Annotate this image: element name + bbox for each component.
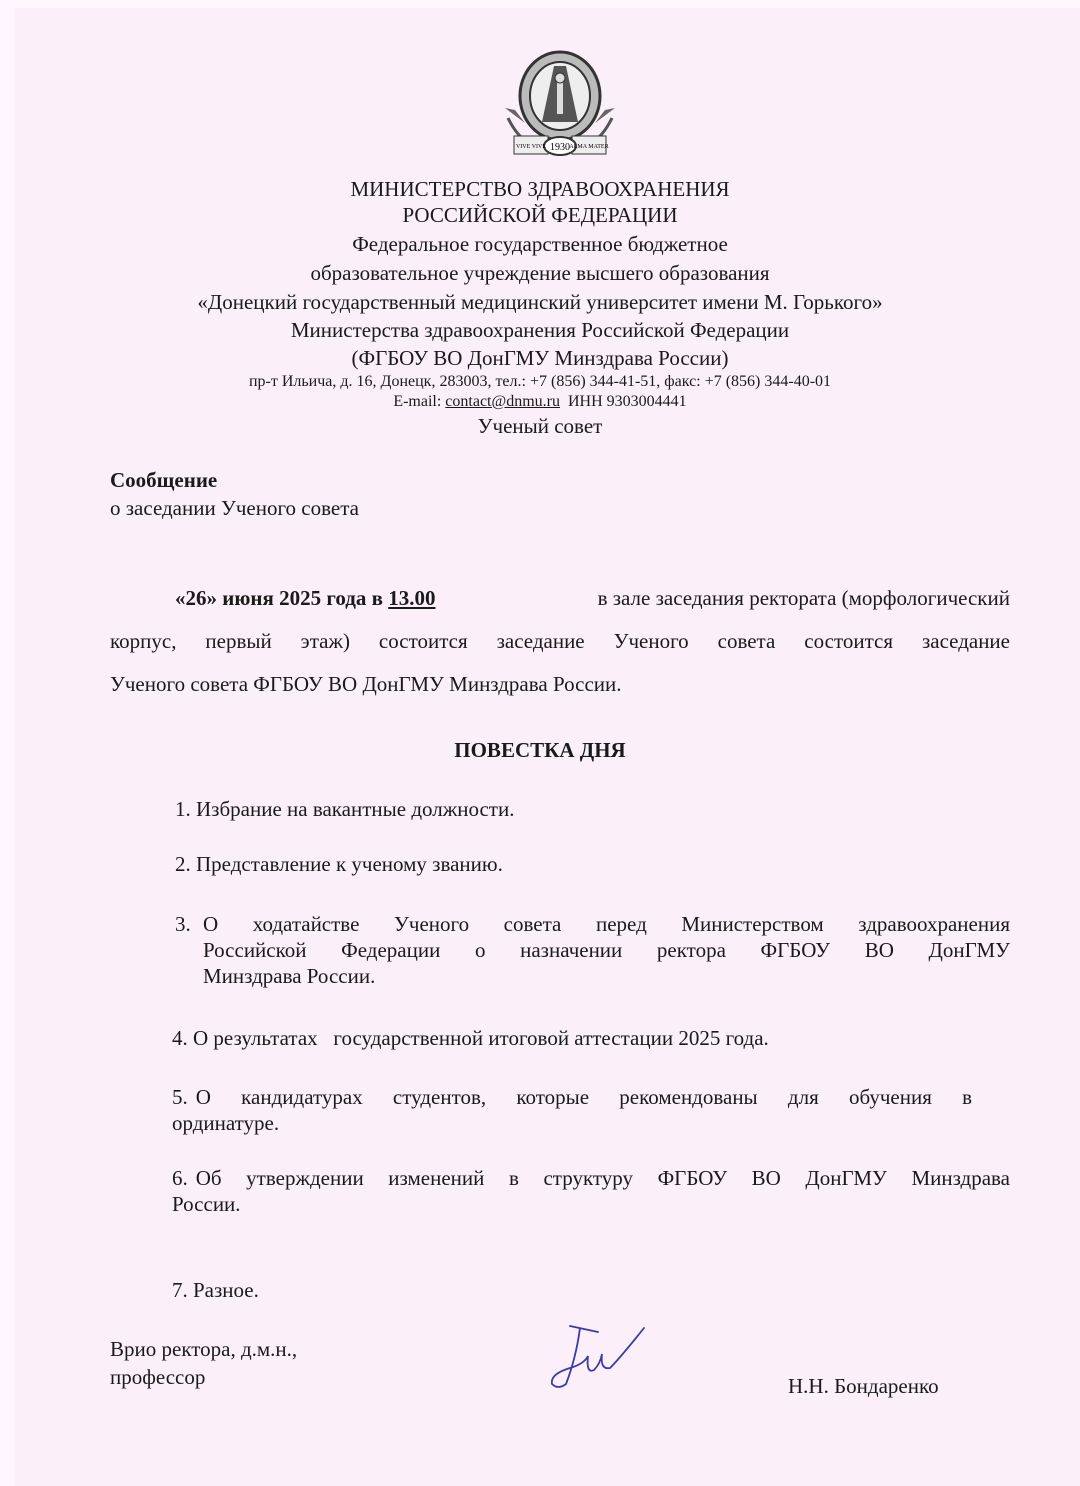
emblem-year: 1930: [550, 142, 570, 153]
university-emblem-icon: [500, 48, 620, 168]
agenda-item-4: 4. О результатах государственной итоговой аттестации 2025 года.: [172, 1026, 769, 1050]
meeting-location: в зале заседания ректората (морфологический: [597, 586, 1010, 610]
agenda-item-6: 6. Об утверждении изменений в структуру ФГБОУ ВО ДонГМУ Минздрава России.: [172, 1166, 1010, 1216]
email-link[interactable]: contact@dnmu.ru: [445, 393, 560, 410]
signatory-name: Н.Н. Бондаренко: [788, 1374, 939, 1398]
signatory-position-line-2: профессор: [110, 1365, 206, 1389]
signatory-position-line-1: Врио ректора, д.м.н.,: [110, 1337, 298, 1361]
agenda-item-1: 1. Избрание на вакантные должности.: [175, 797, 515, 821]
agenda-item-7: 7. Разное.: [172, 1278, 259, 1302]
message-subtitle: о заседании Ученого совета: [110, 496, 359, 520]
ministry-line-1: МИНИСТЕРСТВО ЗДРАВООХРАНЕНИЯ: [350, 177, 730, 201]
address-line: пр-т Ильича, д. 16, Донецк, 283003, тел.: +7 (856) 344-41-51, факс: +7 (856) 344-40-01: [248, 373, 832, 390]
university-name: «Донецкий государственный медицинский университет имени М. Горького»: [197, 290, 883, 314]
handwritten-signature-icon: [540, 1318, 660, 1398]
department-name: Ученый совет: [477, 414, 603, 438]
ministry-affiliation: Министерства здравоохранения Российской Федерации: [290, 318, 790, 342]
announcement-line-3: Ученого совета ФГБОУ ВО ДонГМУ Минздрава России.: [110, 672, 622, 696]
contact-line: [0, 392, 1080, 412]
agenda-item-5: 5. О кандидатурах студентов, которые рекомендованы для обучения в ординатуре.: [172, 1085, 972, 1135]
message-title: Сообщение: [110, 468, 218, 492]
university-abbreviation: (ФГБОУ ВО ДонГМУ Минздрава России): [351, 346, 729, 370]
meeting-time: 13.00: [388, 586, 436, 610]
emblem-motto-right: ALMA MATER: [569, 144, 609, 150]
ministry-line-2: РОССИЙСКОЙ ФЕДЕРАЦИИ: [402, 203, 678, 227]
announcement-line-2: корпус, первый этаж) состоится заседание Ученого совета состоится заседание: [110, 629, 1010, 653]
inn-number: ИНН 9303004441: [568, 393, 687, 410]
agenda-item-2: 2. Представление к ученому званию.: [175, 852, 503, 876]
agenda-item-3: 3. О ходатайстве Ученого совета перед Министерством здравоохранения Российской Федерации о назначении ректора ФГБОУ ВО ДонГМУ Минздрава России.: [175, 912, 1010, 988]
emblem-motto-left: VIVE VIVE: [515, 144, 547, 150]
institution-line-2: образовательное учреждение высшего образования: [310, 261, 770, 285]
meeting-prep: в: [371, 586, 383, 610]
email-label: E-mail:: [393, 393, 442, 410]
announcement-line-1: [175, 586, 1010, 611]
institution-line-1: Федеральное государственное бюджетное: [352, 232, 728, 256]
agenda-title: ПОВЕСТКА ДНЯ: [454, 738, 626, 762]
meeting-date: «26» июня 2025 года: [175, 586, 367, 610]
